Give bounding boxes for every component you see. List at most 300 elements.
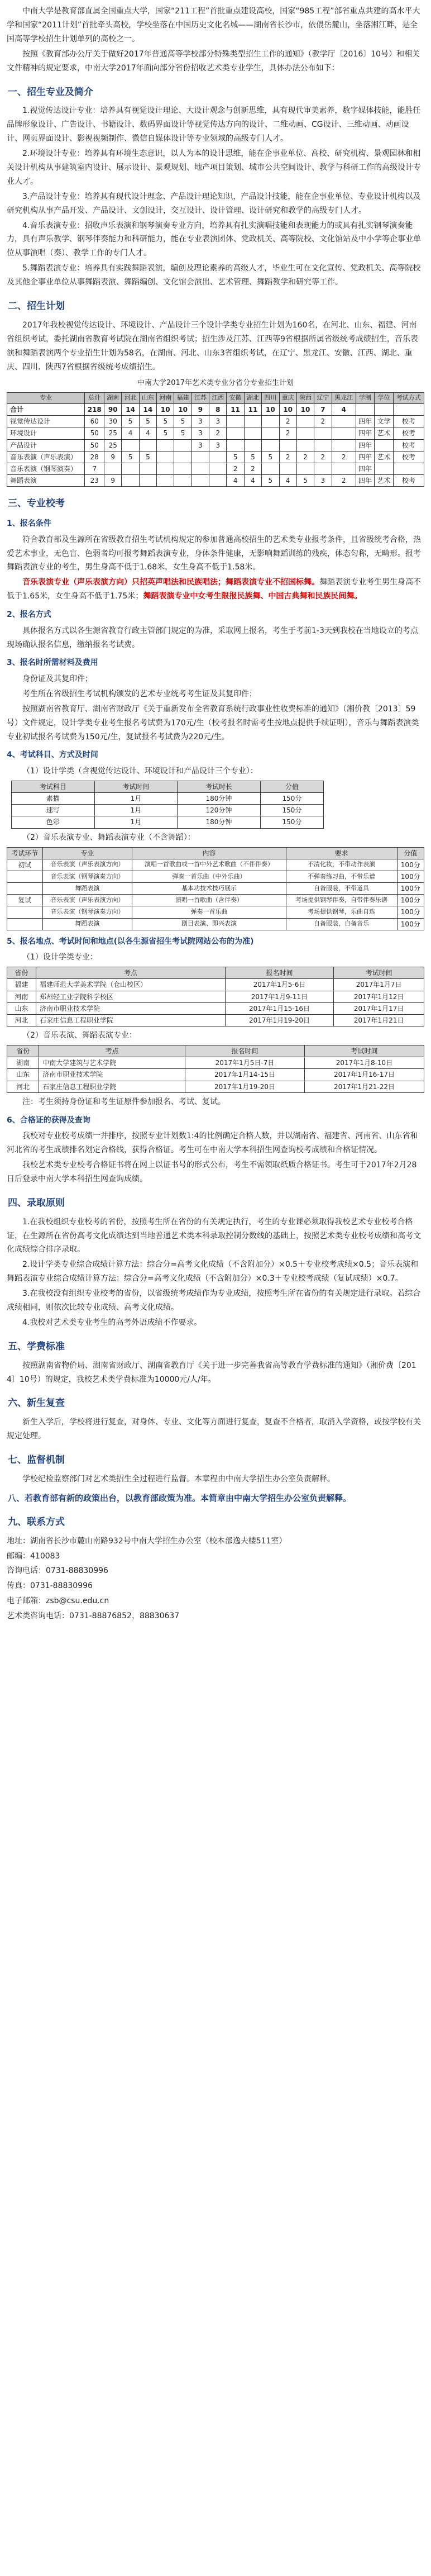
plan-col-header: 江西 (209, 393, 227, 404)
site-table (7, 967, 424, 1026)
section-title-tuition: 五、学费标准 (8, 1341, 65, 1352)
plan-xuezhi-cell: 四年 (356, 439, 375, 451)
plan-count-cell: 5 (157, 427, 174, 439)
plan-count-cell (262, 439, 279, 451)
plan-count-cell (314, 439, 332, 451)
plan-count-cell: 4 (122, 427, 139, 439)
plan-count-cell: 10 (174, 404, 191, 416)
section-title-supervision: 七、监督机制 (8, 1455, 65, 1466)
plan-table-header-row (7, 393, 424, 404)
exam-content-cell: 基本功技术技巧展示 (132, 883, 286, 895)
plan-count-cell: 7 (85, 463, 104, 474)
site-col-header: 考点 (39, 1045, 185, 1057)
plan-count-cell (227, 416, 244, 427)
exam-col-header: 考试环节 (7, 847, 43, 859)
plan-col-header: 考试方式 (393, 393, 424, 404)
plan-col-header: 专业 (7, 393, 85, 404)
plan-count-cell: 2 (332, 451, 356, 463)
plan-major-cell: 合计 (7, 404, 85, 416)
plan-count-cell: 10 (279, 404, 296, 416)
plan-count-cell: 3 (191, 439, 209, 451)
plan-count-cell (122, 439, 139, 451)
site-table-header-row (7, 967, 424, 979)
plan-xuewei-cell (375, 439, 394, 451)
subject-col-header: 分值 (260, 781, 323, 792)
plan-count-cell: 2 (279, 416, 296, 427)
plan-count-cell: 25 (104, 439, 122, 451)
plan-count-cell (174, 439, 191, 451)
exam-row (7, 895, 424, 906)
plan-col-header: 黑龙江 (332, 393, 356, 404)
plan-count-cell: 2 (314, 451, 332, 463)
exam-row (7, 918, 424, 930)
major-item: 1.视觉传达设计专业：培养具有视觉设计理论、大设计观念与创新思维，具有现代审美素养，数字媒体技能，能胜任品牌形象设计、广告设计、书籍设计、数码界面设计等视觉传达方向的设计、二维动画、CG设计、三维动画、动画设计、网页界面设计、影视视频制作、微信自媒体设计等专业领域的高级专门人才。 (7, 106, 421, 144)
subject-row (12, 816, 324, 828)
exam-content-cell: 弹奏一首乐曲（中外乐曲） (132, 871, 286, 882)
site-register-cell: 2017年1月19-20日 (225, 1015, 334, 1026)
review-paragraph: 新生入学后，学校将进行复查，对身体、专业、文化等方面进行复查，复查不合格者，取消入学资格，或按学校有关规定处理。 (7, 1418, 421, 1441)
plan-count-cell: 3 (191, 416, 209, 427)
admission-item: 3.在我校没有组织专业校考的省份，以省级统考成绩作为专业成绩，按照考生所在省份的有关规定进行录取。若综合成绩相同，则依次比较专业成绩、高考文化成绩。 (7, 1289, 421, 1313)
plan-xuewei-cell (375, 404, 394, 416)
plan-mode-cell (393, 404, 424, 416)
site-col-header: 省份 (7, 1045, 39, 1057)
plan-count-cell (332, 463, 356, 474)
plan-xuewei-cell: 艺术 (375, 475, 394, 487)
plan-major-cell: 产品设计 (7, 439, 85, 451)
exam-major-cell: 音乐表演（钢琴演奏方向） (42, 906, 132, 918)
plan-xuezhi-cell: 四年 (356, 416, 375, 427)
plan-count-cell: 5 (157, 416, 174, 427)
site-table-header-row (7, 1045, 424, 1057)
site-exam-cell: 2017年1月12日 (334, 991, 424, 1002)
subject-cell: 色彩 (12, 816, 95, 828)
exam-score-cell: 100分 (397, 906, 424, 918)
exam-col-header: 要求 (286, 847, 397, 859)
plan-count-cell (209, 463, 227, 474)
plan-count-cell: 5 (139, 451, 156, 463)
exam-major-cell: 音乐表演（声乐表演方向） (42, 895, 132, 906)
plan-count-cell (122, 475, 139, 487)
plan-count-cell: 5 (227, 451, 244, 463)
supervision-paragraph: 学校纪检监察部门对艺术类招生全过程进行监督。本章程由中南大学招生办公室负责解释。 (22, 1474, 335, 1484)
subject-row (12, 805, 324, 816)
contact-email[interactable]: 电子邮箱：zsb@csu.edu.cn (7, 1596, 109, 1606)
site-province-cell: 河南 (7, 991, 36, 1002)
section-title-review: 六、新生复查 (8, 1398, 65, 1409)
plan-count-cell (279, 463, 296, 474)
plan-table-title: 中南大学2017年艺术类专业分省分专业招生计划 (137, 379, 294, 388)
site-row (7, 1057, 424, 1069)
exam-table-body (7, 859, 424, 930)
plan-total-row (7, 404, 424, 416)
plan-count-cell: 2 (279, 427, 296, 439)
plan-count-cell: 9 (104, 451, 122, 463)
plan-col-header: 福建 (174, 393, 191, 404)
subsection-title: 5、报名地点、考试时间和地点(以各生源省招生考试院网站公布的为准) (7, 937, 254, 946)
plan-count-cell (262, 463, 279, 474)
site-location-cell: 石家庄信息工程职业学院 (39, 1081, 185, 1092)
plan-xuezhi-cell (356, 404, 375, 416)
exam-major-cell: 舞蹈表演 (42, 883, 132, 895)
section-title-contact: 九、联系方式 (8, 1516, 65, 1528)
plan-count-cell (122, 463, 139, 474)
site-register-cell: 2017年1月14-15日 (185, 1069, 305, 1081)
material-item: 考生所在省级招生考试机构颁发的艺术专业统考考生证及其复印件； (22, 689, 257, 698)
subject-cell: 180分钟 (178, 793, 261, 805)
site-row (7, 991, 424, 1002)
contact-fax: 传真：0731-88830996 (7, 1581, 93, 1591)
plan-xuezhi-cell: 四年 (356, 451, 375, 463)
plan-count-cell (279, 439, 296, 451)
admission-item: 2.设计学类专业综合成绩计算方法：综合分=高考文化成绩（不含附加分）×0.5＋专业校考成绩×0.5；音乐表演和舞蹈表演专业综合成绩计算方法：综合分=高考文化成绩（不含附加分）×0.3＋专业校考成绩（复试成绩）×0.7。 (7, 1260, 419, 1284)
plan-col-header: 学位 (375, 393, 394, 404)
plan-xuewei-cell: 艺术 (375, 451, 394, 463)
plan-count-cell (227, 427, 244, 439)
subject-table-body (12, 793, 324, 829)
major-item: 3.产品设计专业：培养具有现代设计理念、产品设计理论知识，产品设计技能，能在企事业单位、专业设计机构以及研究机构从事产品开发、产品设计、文创设计，交互设计、设计管理、设计研究和教学的高级专门人才。 (7, 192, 421, 215)
plan-count-cell: 2 (279, 451, 296, 463)
contact-block (7, 1534, 424, 1623)
plan-count-cell (244, 439, 261, 451)
exam-intro: （2）音乐表演专业、舞蹈表演专业（不含舞蹈）： (22, 833, 195, 842)
site-register-cell: 2017年1月9-11日 (225, 991, 334, 1002)
subject-intro: （1）设计学类（含视觉传达设计、环境设计和产品设计三个专业）： (22, 766, 258, 776)
plan-count-cell (139, 475, 156, 487)
exam-row (7, 906, 424, 918)
site-row (7, 1081, 424, 1092)
subject-cell: 速写 (12, 805, 95, 816)
plan-count-cell: 60 (85, 416, 104, 427)
plan-count-cell: 11 (227, 404, 244, 416)
plan-col-header: 山东 (139, 393, 156, 404)
subject-col-header: 考试时长 (178, 781, 261, 792)
plan-count-cell: 4 (227, 475, 244, 487)
site-location-cell: 济南市职业技术学院 (36, 1002, 226, 1014)
exam-row (7, 883, 424, 895)
plan-count-cell (296, 439, 314, 451)
plan-table (7, 392, 424, 487)
plan-row (7, 427, 424, 439)
site-table-2-body (7, 1057, 424, 1093)
exam-content-cell: 演唱一首歌曲（含伴奏） (132, 895, 286, 906)
subject-col-header: 考试时间 (94, 781, 178, 792)
fee-paragraph: 按照湖南省教育厅、湖南省财政厅《关于重新发布全省教育系统行政事业性收费标准的通知》（湘价教〔2013〕59号）文件规定，设计学类专业考生报名考试费为170元/生（校考报名时需考生按地点提供手续证明），音乐与舞蹈表演类专业初试报名考试费为150元/生，复试报名考试费为220元/生。 (7, 704, 419, 742)
certificate-paragraph-2: 我校艺术类专业校考合格证书将在网上以证书号的形式公布，考生不需领取纸质合格证书。考生可于2017年2月28日后登录中南大学本科招生网查询成绩。 (7, 1161, 417, 1184)
subject-table (11, 781, 324, 829)
subsection-title: 1、报名条件 (7, 519, 51, 529)
plan-count-cell: 2 (296, 451, 314, 463)
plan-count-cell (296, 427, 314, 439)
plan-count-cell: 2 (244, 463, 261, 474)
subsection-title: 6、合格证的获得及查询 (7, 1115, 90, 1125)
admission-item: 4.我校对艺术类专业考生的高考外语成绩不作要求。 (22, 1318, 202, 1327)
plan-count-cell (157, 439, 174, 451)
subject-cell: 150分 (260, 793, 323, 805)
site-exam-cell: 2017年1月8-10日 (305, 1057, 424, 1069)
plan-count-cell: 25 (104, 427, 122, 439)
plan-mode-cell: 校考 (393, 451, 424, 463)
register-paragraph: 具体报名方式以各生源省教育行政主管部门规定的为准，采取网上报名，考生于考前1-3天到我校在当地设立的考点现场确认报名信息，缴纳报名考试费。 (7, 626, 418, 649)
highlight-text: 音乐表演专业（声乐表演方向）只招英声唱法和民族唱法；舞蹈表演专业不招国标舞。 (22, 578, 319, 587)
plan-major-cell: 环境设计 (7, 427, 85, 439)
exam-col-header: 专业 (42, 847, 132, 859)
plan-count-cell: 2 (209, 427, 227, 439)
contact-art-phone: 艺术类咨询电话：0731-88876852，88830637 (7, 1612, 180, 1621)
plan-row (7, 475, 424, 487)
subject-table-header-row (12, 781, 324, 792)
plan-major-cell: 视觉传达设计 (7, 416, 85, 427)
site-col-header: 考试时间 (305, 1045, 424, 1057)
site-col-header: 省份 (7, 967, 36, 979)
plan-count-cell (227, 439, 244, 451)
subject-cell: 150分 (260, 805, 323, 816)
plan-xuezhi-cell: 四年 (356, 427, 375, 439)
plan-count-cell (296, 463, 314, 474)
subject-cell: 150分 (260, 816, 323, 828)
plan-col-header: 河北 (122, 393, 139, 404)
site-register-cell: 2017年1月19-20日 (185, 1081, 305, 1092)
plan-count-cell: 10 (157, 404, 174, 416)
plan-xuewei-cell: 艺术 (375, 427, 394, 439)
plan-count-cell (314, 463, 332, 474)
exam-col-header: 分值 (397, 847, 424, 859)
plan-count-cell (174, 475, 191, 487)
site-row (7, 1002, 424, 1014)
plan-count-cell (244, 416, 261, 427)
plan-row (7, 463, 424, 474)
site-table-2 (7, 1045, 424, 1093)
plan-count-cell: 4 (244, 475, 261, 487)
plan-count-cell: 4 (332, 404, 356, 416)
exam-req-cell: 不弹奏练习曲，不带乐谱 (286, 871, 397, 882)
site-location-cell: 石家庄信息工程职业学院 (36, 1015, 226, 1026)
plan-paragraph: 2017年我校视觉传达设计、环境设计、产品设计三个设计学类专业招生计划为160名，在河北、山东、福建、河南省组织考试，委托湖南省教育考试院在湖南省组织考试；招生涉及江苏、江西等9省根据所属省级统考成绩招生，音乐表演和舞蹈表演两个专业招生计划为58名，在湖南、河北、山东3省组织考试，在辽宁、黑龙江、安徽、江西、湖北、重庆、四川、陕西7省根据省级统考成绩招生。 (7, 320, 418, 372)
plan-count-cell: 3 (191, 427, 209, 439)
major-item: 2.环境设计专业：培养具有环境生态意识，以人为本的设计思维，能在企事业单位、高校、研究机构、景观园林和相关设计机构从事建筑室内设计、展示设计、景观规划、地产项目策划、城市公共空间设计、教学与科研工作的高级设计专业人才。 (7, 149, 421, 186)
plan-xuewei-cell (375, 463, 394, 474)
site-row (7, 979, 424, 991)
certificate-paragraph: 我校对专业校考成绩一并排序，按照专业计划数1:4的比例确定合格人数，并以湖南省、福建省、河南省、山东省和河北省的考生成绩排名划定合格线，获得合格证。考生可在中南大学本科招生网查询校考成绩和合格证情况。 (7, 1132, 418, 1155)
plan-col-header: 河南 (157, 393, 174, 404)
plan-count-cell (332, 416, 356, 427)
site-exam-cell: 2017年1月16-17日 (305, 1069, 424, 1081)
plan-count-cell: 3 (314, 475, 332, 487)
plan-row (7, 416, 424, 427)
subsection-title: 2、报名方式 (7, 610, 51, 620)
plan-count-cell: 14 (139, 404, 156, 416)
plan-count-cell (157, 451, 174, 463)
subject-cell: 120分钟 (178, 805, 261, 816)
site-intro-2: （2）音乐表演、舞蹈表演专业： (22, 1031, 137, 1040)
plan-count-cell: 4 (279, 475, 296, 487)
site-exam-cell: 2017年1月21-22日 (305, 1081, 424, 1092)
exam-req-cell: 考场提供钢琴，乐曲自选 (286, 906, 397, 918)
exam-content-cell: 弹奏一首乐曲 (132, 906, 286, 918)
plan-row (7, 439, 424, 451)
highlight-text: 舞蹈表演专业中女考生限报民族舞、中国古典舞和民族民间舞。 (143, 592, 362, 601)
plan-table-wrap (7, 377, 424, 487)
site-exam-cell: 2017年1月21日 (334, 1015, 424, 1026)
section-title-admission: 四、录取原则 (8, 1197, 65, 1209)
exam-major-cell: 音乐表演（钢琴演奏方向） (42, 871, 132, 882)
condition-text: 舞蹈表演专业考生男生身高不低于1.65米，女生身高不低于1.75米； (7, 578, 421, 601)
plan-count-cell: 2 (227, 463, 244, 474)
plan-row (7, 451, 424, 463)
plan-count-cell (174, 451, 191, 463)
plan-count-cell: 50 (85, 439, 104, 451)
plan-count-cell (139, 439, 156, 451)
plan-col-header: 总计 (85, 393, 104, 404)
plan-count-cell: 9 (104, 475, 122, 487)
plan-col-header: 辽宁 (314, 393, 332, 404)
plan-count-cell: 218 (85, 404, 104, 416)
site-col-header: 报名时间 (225, 967, 334, 979)
plan-count-cell: 5 (262, 451, 279, 463)
plan-table-body (7, 404, 424, 487)
exam-score-cell: 100分 (397, 918, 424, 930)
plan-xuewei-cell: 文学 (375, 416, 394, 427)
site-province-cell: 河北 (7, 1015, 36, 1026)
intro-paragraph-2: 按照《教育部办公厅关于做好2017年普通高等学校部分特殊类型招生工作的通知》（教学厅〔2016〕10号）和相关文件精神的规定要求，中南大学2017年面向部分省份招收艺术类专业学生，具体办法公布如下： (7, 49, 420, 73)
plan-count-cell: 5 (262, 475, 279, 487)
plan-mode-cell: 校考 (393, 427, 424, 439)
plan-count-cell (209, 451, 227, 463)
subsection-title: 4、考试科目、方式及时间 (7, 750, 98, 760)
exam-stage-cell: 复试 (7, 895, 43, 906)
intro-paragraph: 中南大学是教育部直属全国重点大学，国家“211工程”首批重点建设高校，国家“985工程”部省重点共建的高水平大学和国家“2011计划”首批牵头高校，学校坐落在中国历史文化名城——湖南省长沙市，依偎岳麓山，坐落湘江畔，是全国高等学校招生计划单列的高校之一。 (7, 7, 420, 44)
section-title-majors: 一、招生专业及简介 (8, 86, 93, 98)
plan-count-cell: 10 (296, 404, 314, 416)
site-register-cell: 2017年1月5日-7日 (185, 1057, 305, 1069)
plan-count-cell: 3 (209, 416, 227, 427)
site-col-header: 报名时间 (185, 1045, 305, 1057)
plan-count-cell (157, 475, 174, 487)
exam-req-cell: 不清化妆，不带动作表演 (286, 859, 397, 871)
exam-stage-cell (7, 883, 43, 895)
subject-row (12, 793, 324, 805)
exam-row (7, 871, 424, 882)
plan-count-cell: 5 (296, 475, 314, 487)
condition-paragraph-2 (7, 576, 424, 603)
plan-count-cell: 23 (85, 475, 104, 487)
major-item: 5.舞蹈表演专业：培养具有实践舞蹈表演，编创及理论素养的高级人才，毕业生可在文化宣传、党政机关、高等院校及其他企事业单位从事舞蹈表演、舞蹈编创、文化馆会演出、艺术管理、舞蹈教学和研究等工作。 (7, 264, 421, 287)
plan-col-header: 学制 (356, 393, 375, 404)
plan-count-cell: 2 (314, 416, 332, 427)
section-title-plan: 二、招生计划 (8, 301, 65, 312)
exam-score-cell: 100分 (397, 871, 424, 882)
exam-table-header-row (7, 847, 424, 859)
exam-req-cell: 自备服装，不带道具 (286, 883, 397, 895)
exam-content-cell: 演唱一首歌曲或一首中外艺术歌曲（不伴伴奏） (132, 859, 286, 871)
plan-major-cell: 音乐表演（钢琴演奏） (7, 463, 85, 474)
plan-count-cell (157, 463, 174, 474)
exam-stage-cell (7, 871, 43, 882)
plan-mode-cell: 校考 (393, 416, 424, 427)
plan-count-cell (191, 451, 209, 463)
exam-content-cell: 剧目表演、即兴表演 (132, 918, 286, 930)
major-item: 4.音乐表演专业：招收声乐表演和钢琴演奏专业方向，培养具有扎实演唱技能和表现能力的或具有扎实钢琴演奏能力，具有声乐教学、钢琴伴奏能力和科研能力，能在专业表演团体、党政机关、高等院校、文化馆站及中小学等企事业单位从事演唱（奏）、教学工作的专门人才。 (7, 221, 421, 258)
plan-count-cell: 5 (174, 427, 191, 439)
plan-mode-cell: 校考 (393, 439, 424, 451)
plan-count-cell: 5 (244, 451, 261, 463)
contact-address: 地址：湖南省长沙市麓山南路932号中南大学招生办公室（校本部逸夫楼511室） (7, 1536, 287, 1546)
section-title-exam: 三、专业校考 (8, 498, 65, 510)
plan-count-cell: 14 (122, 404, 139, 416)
plan-col-header: 湖南 (104, 393, 122, 404)
site-row (7, 1015, 424, 1026)
exam-col-header: 内容 (132, 847, 286, 859)
plan-mode-cell (393, 463, 424, 474)
plan-count-cell: 30 (104, 416, 122, 427)
plan-count-cell (262, 427, 279, 439)
exam-score-cell: 100分 (397, 883, 424, 895)
exam-req-cell: 考场提供钢琴伴奏，自带伴奏乐谱 (286, 895, 397, 906)
site-col-header: 考点 (36, 967, 226, 979)
plan-xuezhi-cell: 四年 (356, 463, 375, 474)
exam-major-cell: 舞蹈表演 (42, 918, 132, 930)
plan-count-cell (332, 427, 356, 439)
condition-paragraph: 符合教育部及生源所在省级教育招生考试机构规定的参加普通高校招生的艺术类专业报考条件，且省级统考合格，热爱艺术事业，无色盲、色弱者均可报考舞蹈表演专业，身体条件健康，无影响舞蹈训练的残疾，体态匀称，无畸形。报考舞蹈表演专业的考生，男生身高不低于1.68米，女生身高不低于1.58米。 (7, 535, 421, 572)
subject-cell: 180分钟 (178, 816, 261, 828)
contact-zip: 邮编：410083 (7, 1551, 60, 1561)
plan-count-cell (296, 416, 314, 427)
plan-col-header: 湖北 (244, 393, 261, 404)
site-province-cell: 福建 (7, 979, 36, 991)
plan-count-cell: 5 (122, 451, 139, 463)
plan-col-header: 安徽 (227, 393, 244, 404)
exam-stage-cell (7, 918, 43, 930)
site-province-cell: 山东 (7, 1002, 36, 1014)
plan-count-cell (191, 463, 209, 474)
plan-count-cell: 8 (209, 404, 227, 416)
plan-xuezhi-cell: 四年 (356, 475, 375, 487)
plan-count-cell: 5 (174, 416, 191, 427)
site-table-body (7, 979, 424, 1026)
plan-count-cell: 28 (85, 451, 104, 463)
plan-count-cell: 2 (332, 475, 356, 487)
subsection-title: 3、报名时所需材料及费用 (7, 658, 98, 668)
site-province-cell: 山东 (7, 1069, 39, 1081)
plan-count-cell: 10 (262, 404, 279, 416)
plan-major-cell: 音乐表演（声乐表演） (7, 451, 85, 463)
plan-count-cell: 3 (209, 439, 227, 451)
plan-count-cell (209, 475, 227, 487)
site-location-cell: 济南市职业技术学院 (39, 1069, 185, 1081)
site-row (7, 1069, 424, 1081)
site-location-cell: 福建师范大学美术学院（仓山校区） (36, 979, 226, 991)
site-location-cell: 中南大学建筑与艺术学院 (39, 1057, 185, 1069)
site-col-header: 考试时间 (334, 967, 424, 979)
subject-cell: 1月 (94, 816, 178, 828)
section-title-policy: 八、若教育部有新的政策出台，以教育部政策为准。本简章由中南大学招生办公室负责解释。 (8, 1493, 352, 1503)
plan-count-cell (314, 427, 332, 439)
plan-col-header: 重庆 (279, 393, 296, 404)
plan-count-cell (244, 427, 261, 439)
plan-count-cell: 4 (139, 427, 156, 439)
plan-count-cell (174, 463, 191, 474)
exam-score-cell: 100分 (397, 895, 424, 906)
plan-count-cell: 7 (314, 404, 332, 416)
site-exam-cell: 2017年1月7日 (334, 979, 424, 991)
site-intro: （1）设计学类专业： (22, 953, 98, 962)
plan-mode-cell: 校考 (393, 475, 424, 487)
plan-count-cell (139, 463, 156, 474)
plan-col-header: 江苏 (191, 393, 209, 404)
note-paragraph: 注：考生须持身份证和考生证原件参加报名、考试、复试。 (22, 1097, 226, 1106)
plan-count-cell: 5 (122, 416, 139, 427)
plan-major-cell: 舞蹈表演 (7, 475, 85, 487)
